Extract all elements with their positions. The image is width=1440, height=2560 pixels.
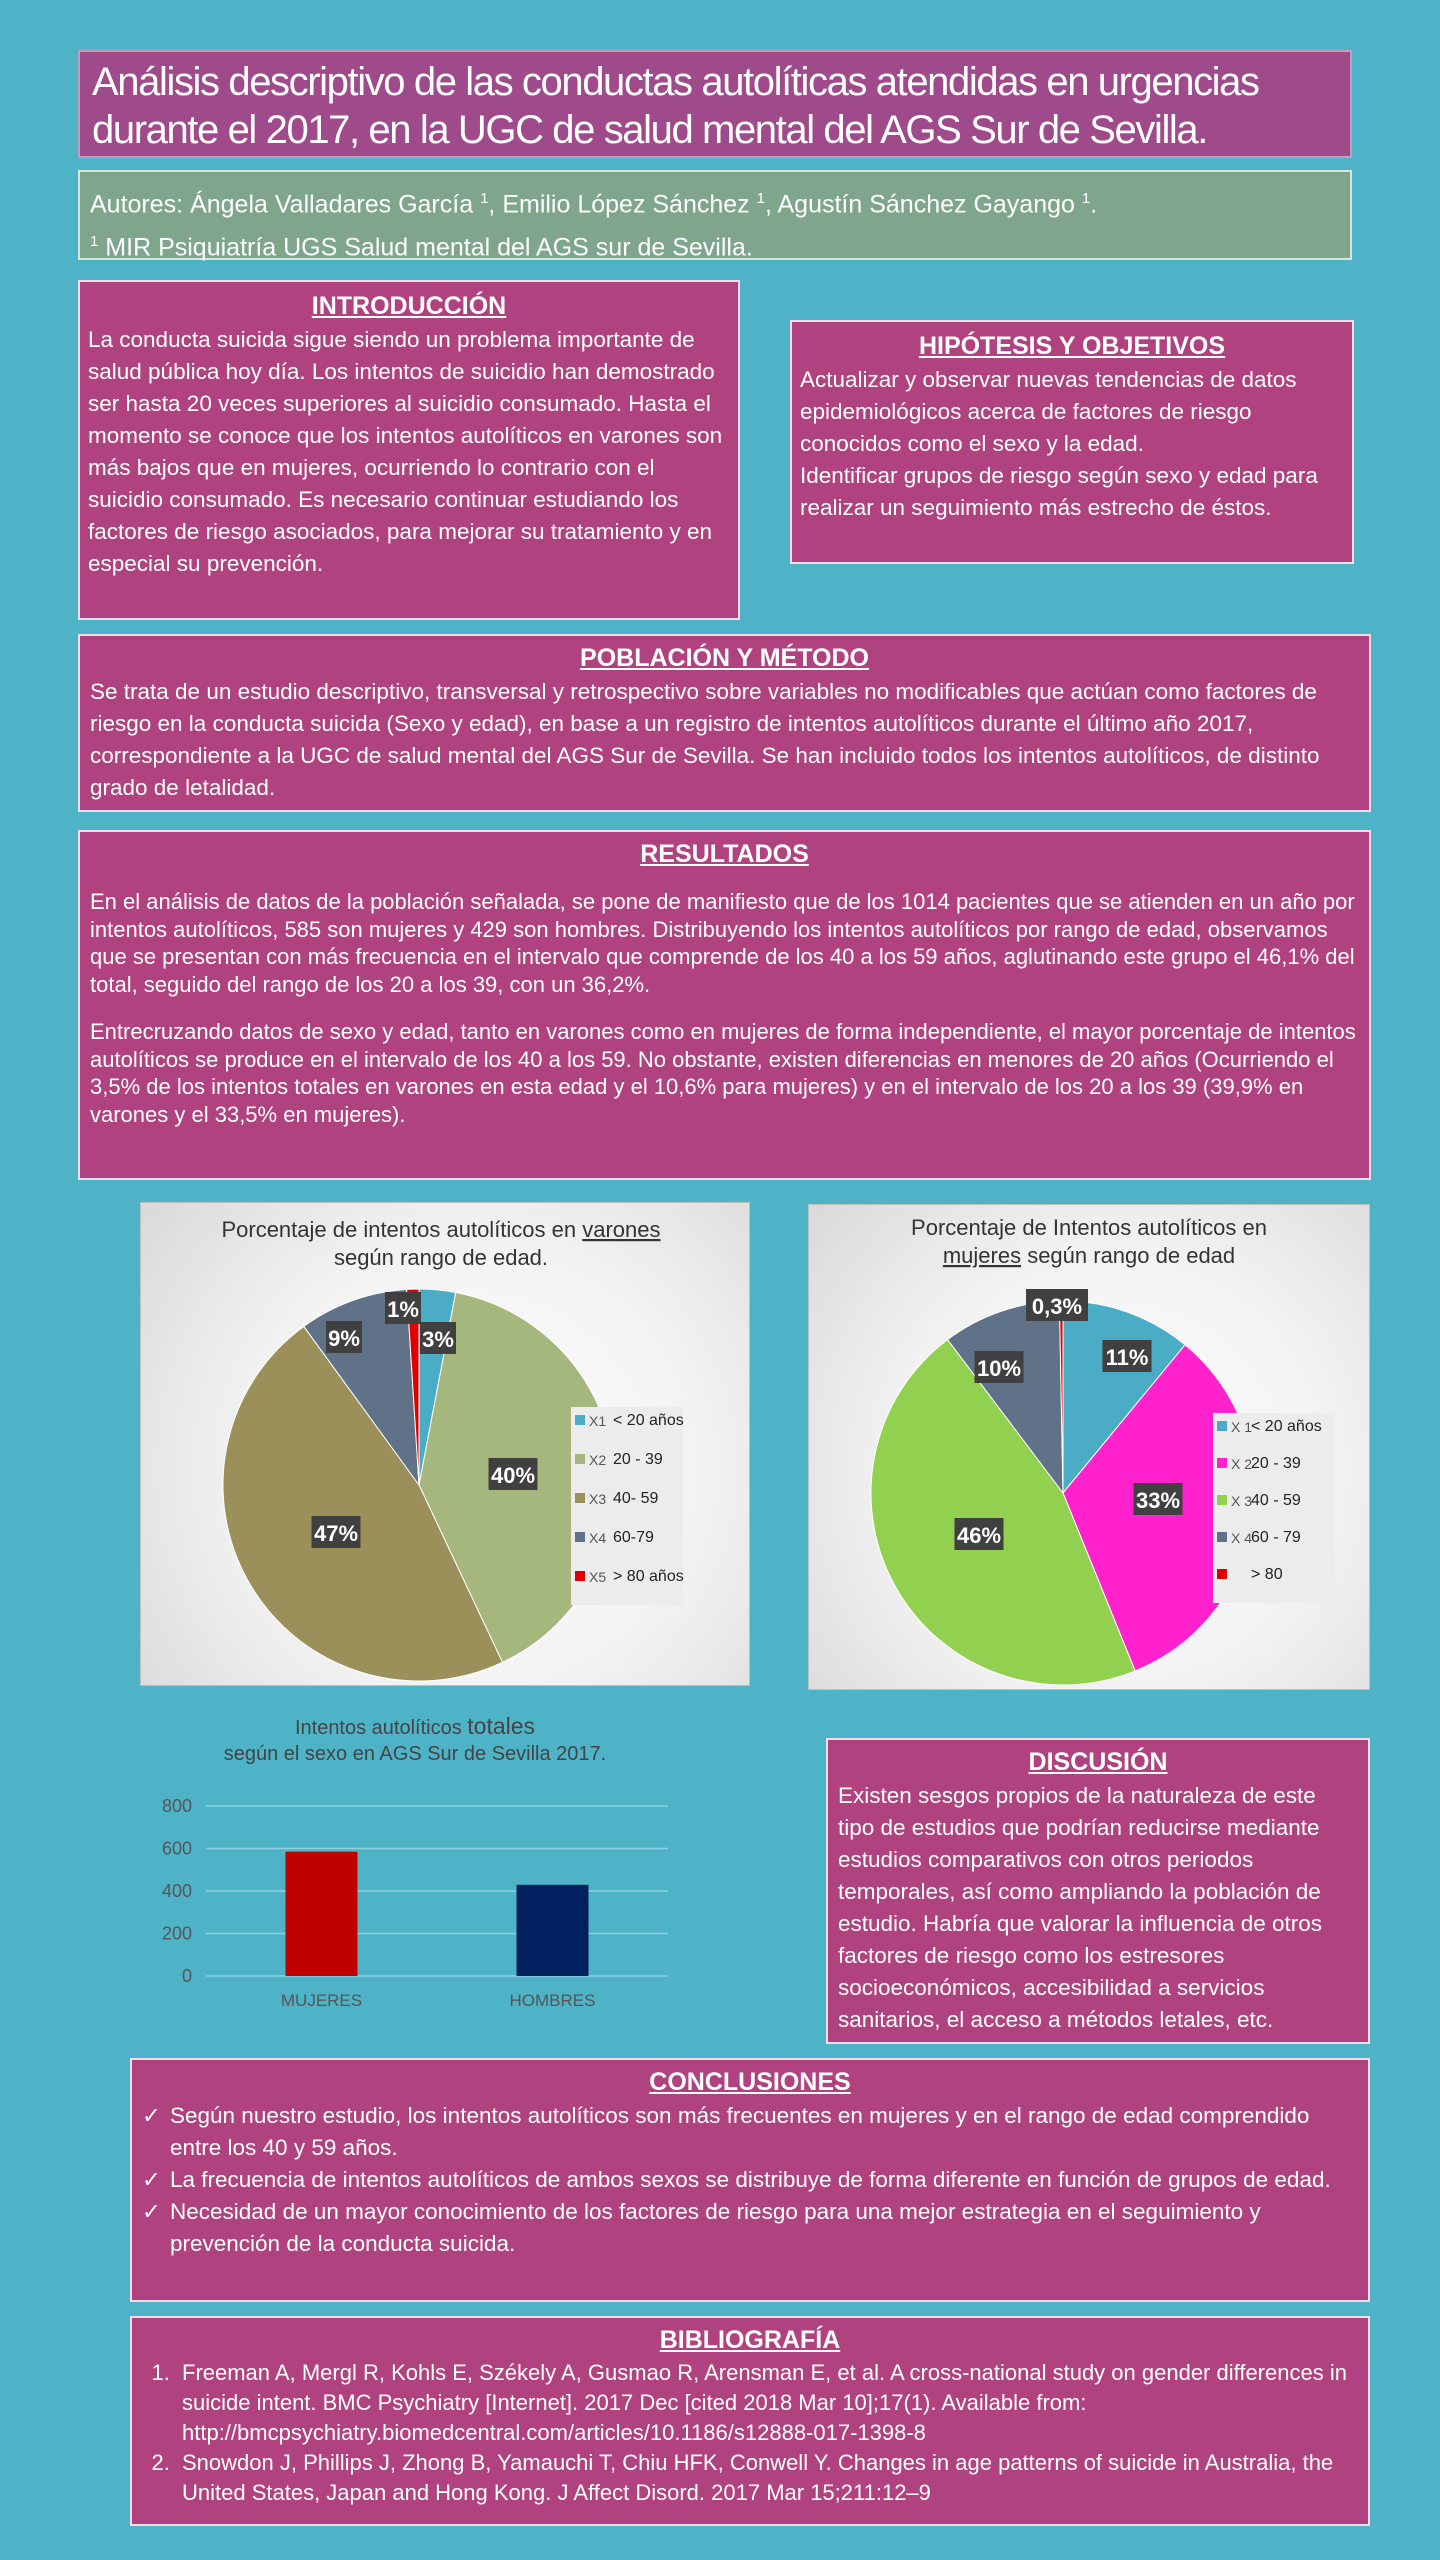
author-name: Ángela Valladares García bbox=[190, 190, 474, 219]
pie2-legend-swatch bbox=[1217, 1421, 1227, 1431]
pie1-legend-label: < 20 años bbox=[613, 1412, 684, 1429]
bar-y-tick-label: 400 bbox=[161, 1881, 192, 1901]
bar-category-label: MUJERES bbox=[280, 1991, 363, 2010]
pie2-data-label: 46% bbox=[956, 1523, 1002, 1548]
poster-title: Análisis descriptivo de las conductas autolíticas atendidas en urgencias durante el 2017, en la UGC de salud mental del AGS Sur de Sevilla. bbox=[92, 60, 1259, 152]
bar-y-tick-label: 0 bbox=[181, 1966, 192, 1986]
pie1-legend-label: 60-79 bbox=[613, 1529, 654, 1546]
pie2-legend-series-id: X 1 bbox=[1231, 1419, 1253, 1435]
pie2-legend-swatch bbox=[1217, 1532, 1227, 1542]
pie1-legend-series-id: X3 bbox=[589, 1491, 607, 1507]
male-pie-title-line2: según rango de edad. bbox=[333, 1245, 549, 1270]
female-pie-title-line1: Porcentaje de Intentos autolíticos en bbox=[911, 1215, 1267, 1240]
bar-y-tick-label: 600 bbox=[161, 1838, 192, 1859]
male-pie-chart bbox=[140, 1202, 750, 1686]
introduction-heading: INTRODUCCIÓN bbox=[311, 292, 507, 320]
checkmark-icon: ✓ bbox=[142, 2167, 161, 2192]
bibliography-heading: BIBLIOGRAFÍA bbox=[659, 2326, 841, 2354]
author-name: Agustín Sánchez Gayango bbox=[777, 190, 1075, 219]
affiliation-mark: 1 bbox=[756, 190, 765, 207]
author-name: Emilio López Sánchez bbox=[502, 190, 750, 219]
conclusions-list bbox=[142, 2100, 1358, 2260]
pie1-legend-swatch bbox=[575, 1493, 585, 1503]
bar-y-tick-label: 200 bbox=[161, 1923, 192, 1944]
pie1-data-label: 47% bbox=[313, 1521, 359, 1546]
pie1-data-label: 9% bbox=[328, 1326, 360, 1351]
poster-title-bar bbox=[78, 50, 1352, 158]
methods-section bbox=[78, 634, 1371, 812]
sex-bar-chart bbox=[140, 1700, 700, 2040]
bar-title-line1: Intentos autolíticos totales bbox=[294, 1713, 536, 1739]
discussion-section bbox=[826, 1738, 1370, 2044]
pie2-legend-series-id: X 4 bbox=[1231, 1530, 1253, 1546]
pie1-legend-label: > 80 años bbox=[613, 1568, 684, 1585]
introduction-text: La conducta suicida sigue siendo un problema importante de salud pública hoy día. Los intentos de suicidio han demostrado ser hasta 20 veces superiores al suicidio consumado. Hasta el momento se conoce que los intentos autolíticos en varones son más bajos que en mujeres, ocurriendo lo contrario con el suicidio consumado. Es necesario continuar estudiando los factores de riesgo asociados, para mejorar su tratamiento y en especial su prevención. bbox=[88, 327, 723, 576]
pie2-data-label: 11% bbox=[1105, 1345, 1149, 1370]
hypothesis-section bbox=[790, 320, 1354, 564]
pie1-legend-label: 20 - 39 bbox=[613, 1451, 663, 1468]
pie2-legend-series-id: X 3 bbox=[1231, 1493, 1253, 1509]
affiliation-line bbox=[90, 223, 1340, 266]
reference-item: 2. Snowdon J, Phillips J, Zhong B, Yamauchi T, Chiu HFK, Conwell Y. Changes in age patterns of suicide in Australia, the United States, Japan and Hong Kong. J Affect Disord. 2017 Mar 15;211:12–9 bbox=[176, 2448, 1358, 2508]
pie2-legend-swatch bbox=[1217, 1495, 1227, 1505]
bar-category-label: HOMBRES bbox=[509, 1991, 596, 2010]
authors-line: Autores: Ángela Valladares García $^1$, Emilio López Sánchez $^1$, Agustín Sánchez Gayango $^1$. bbox=[90, 190, 1098, 219]
authors-bar bbox=[78, 170, 1352, 260]
affiliation-mark: 1 bbox=[1081, 190, 1091, 207]
pie2-data-label: 10% bbox=[976, 1356, 1022, 1381]
pie2-legend-label: 60 - 79 bbox=[1251, 1529, 1301, 1546]
male-pie-title-line1: Porcentaje de intentos autolíticos en varones bbox=[221, 1217, 661, 1242]
pie2-legend-label: > 80 bbox=[1251, 1566, 1283, 1583]
pie2-legend-swatch bbox=[1217, 1569, 1227, 1579]
pie1-data-label: 3% bbox=[422, 1327, 454, 1352]
introduction-section bbox=[78, 280, 740, 620]
bibliography-list bbox=[142, 2358, 1358, 2508]
female-pie-chart bbox=[808, 1204, 1370, 1690]
pie1-data-label: 1% bbox=[387, 1297, 419, 1322]
pie2-data-label: 33% bbox=[1135, 1488, 1181, 1513]
pie1-legend-swatch bbox=[575, 1415, 585, 1425]
hypothesis-text-1: Actualizar y observar nuevas tendencias de datos epidemiológicos acerca de factores de riesgo conocidos como el sexo y la edad. bbox=[800, 367, 1297, 456]
reference-item: 1. Freeman A, Mergl R, Kohls E, Székely A, Gusmao R, Arensman E, et al. A cross-national study on gender differences in suicide intent. BMC Psychiatry [Internet]. 2017 Dec [cited 2018 Mar 10];17(1). Available from: http://bmcpsychiatry.biomedcentral.com/articles/10.1186/s12888-017-1398-8 bbox=[176, 2358, 1358, 2448]
list-item: ✓ Según nuestro estudio, los intentos autolíticos son más frecuentes en mujeres y en el rango de edad comprendido entre los 40 y 59 años. bbox=[142, 2100, 1358, 2164]
discussion-heading: DISCUSIÓN bbox=[1028, 1748, 1168, 1776]
list-item: ✓ Necesidad de un mayor conocimiento de los factores de riesgo para una mejor estrategia en el seguimiento y prevención de la conducta suicida. bbox=[142, 2196, 1358, 2260]
female-pie-title-line2: mujeres según rango de edad bbox=[942, 1243, 1236, 1268]
pie1-legend-series-id: X5 bbox=[589, 1569, 607, 1585]
methods-heading: POBLACIÓN Y MÉTODO bbox=[580, 644, 869, 672]
pie2-legend-label: 40 - 59 bbox=[1251, 1492, 1301, 1509]
pie2-legend-label: < 20 años bbox=[1251, 1418, 1322, 1435]
affiliation-mark: 1 bbox=[480, 190, 489, 207]
affiliation-text: MIR Psiquiatría UGS Salud mental del AGS sur de Sevilla. bbox=[105, 233, 753, 262]
female-pie-svg bbox=[809, 1205, 1371, 1691]
pie1-legend-series-id: X2 bbox=[589, 1452, 607, 1468]
bar-title-line2: según el sexo en AGS Sur de Sevilla 2017. bbox=[223, 1743, 607, 1765]
hypothesis-text-2: Identificar grupos de riesgo según sexo y edad para realizar un seguimiento más estrecho de éstos. bbox=[800, 463, 1318, 520]
checkmark-icon: ✓ bbox=[142, 2103, 161, 2128]
bar-y-tick-label: 800 bbox=[161, 1796, 192, 1816]
pie1-legend-label: 40- 59 bbox=[613, 1490, 659, 1507]
list-item: ✓ La frecuencia de intentos autolíticos de ambos sexos se distribuye de forma diferente en función de grupos de edad. bbox=[142, 2164, 1358, 2196]
hypothesis-heading: HIPÓTESIS Y OBJETIVOS bbox=[918, 332, 1226, 360]
bar-chart-svg bbox=[140, 1700, 700, 2040]
conclusions-heading: CONCLUSIONES bbox=[649, 2068, 851, 2096]
results-heading: RESULTADOS bbox=[640, 840, 809, 868]
pie2-legend-swatch bbox=[1217, 1458, 1227, 1468]
discussion-text: Existen sesgos propios de la naturaleza de este tipo de estudios que podrían reducirse mediante estudios comparativos con otros periodos temporales, así como ampliando la población de estudio. Habría que valorar la influencia de otros factores de riesgo como los estresores socioeconómicos, accesibilidad a servicios sanitarios, el acceso a métodos letales, etc. bbox=[838, 1783, 1323, 2032]
conclusions-section bbox=[130, 2058, 1370, 2302]
male-pie-svg bbox=[141, 1203, 751, 1687]
bar-mujeres bbox=[286, 1852, 358, 1976]
bar-hombres bbox=[517, 1885, 589, 1976]
pie2-legend-label: 20 - 39 bbox=[1251, 1455, 1301, 1472]
bibliography-section bbox=[130, 2316, 1370, 2526]
results-text-2: Entrecruzando datos de sexo y edad, tanto en varones como en mujeres de forma independiente, el mayor porcentaje de intentos autolíticos se produce en el intervalo de los 40 a los 59. No obstante, existen diferencias en menores de 20 años (Ocurriendo el 3,5% de los intentos totales en varones en esta edad y el 10,6% para mujeres) y en el intervalo de los 20 a los 39 (39,9% en varones y el 33,5% en mujeres). bbox=[90, 1019, 1356, 1127]
pie1-data-label: 40% bbox=[490, 1463, 536, 1488]
pie2-legend-series-id: X 2 bbox=[1231, 1456, 1253, 1472]
pie1-legend-swatch bbox=[575, 1532, 585, 1542]
pie1-legend-series-id: X1 bbox=[589, 1413, 607, 1429]
results-text-1: En el análisis de datos de la población señalada, se pone de manifiesto que de los 1014 pacientes que se atienden en un año por intentos autolíticos, 585 son mujeres y 429 son hombres. Distribuyendo los intentos autolíticos por rango de edad, observamos que se presentan con más frecuencia en el intervalo que comprende de los 40 a los 59 años, aglutinando este grupo el 46,1% del total, seguido del rango de los 20 a los 39, con un 36,2%. bbox=[90, 889, 1355, 997]
affiliation-mark: 1 bbox=[90, 233, 99, 251]
pie2-data-label: 0,3% bbox=[1031, 1294, 1083, 1319]
pie1-legend-swatch bbox=[575, 1454, 585, 1464]
pie1-legend-swatch bbox=[575, 1571, 585, 1581]
authors-prefix: Autores: bbox=[90, 190, 191, 219]
checkmark-icon: ✓ bbox=[142, 2199, 161, 2224]
methods-text: Se trata de un estudio descriptivo, transversal y retrospectivo sobre variables no modificables que actúan como factores de riesgo en la conducta suicida (Sexo y edad), en base a un registro de intentos autolíticos durante el último año 2017, correspondiente a la UGC de salud mental del AGS Sur de Sevilla. Se han incluido todos los intentos autolíticos, de distinto grado de letalidad. bbox=[90, 679, 1320, 800]
results-section bbox=[78, 830, 1371, 1180]
pie1-legend-series-id: X4 bbox=[589, 1530, 607, 1546]
